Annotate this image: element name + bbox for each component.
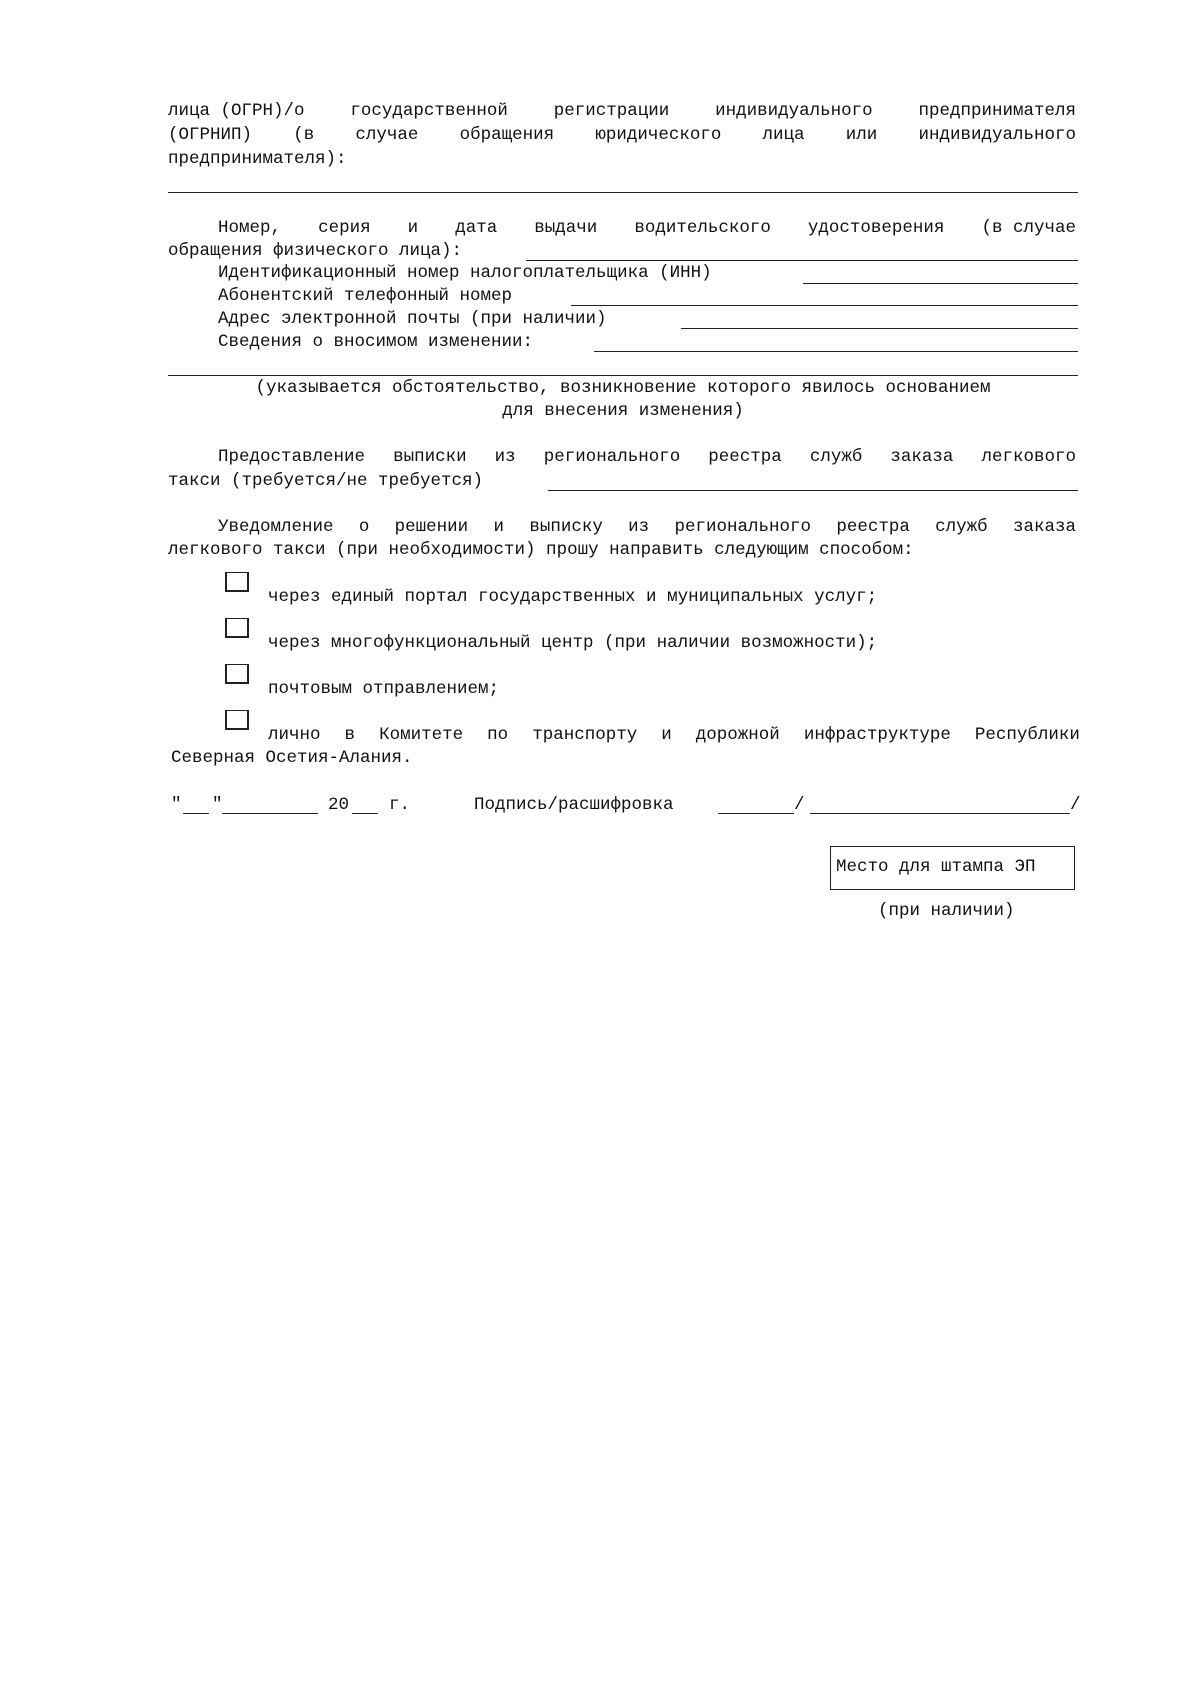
word: серия <box>318 218 371 238</box>
word: заказа <box>1012 517 1076 537</box>
signature-label: Подпись/расшифровка <box>474 795 674 815</box>
word: индивидуального <box>715 101 873 121</box>
word: лица <box>762 125 805 145</box>
change-input-line[interactable] <box>594 351 1078 352</box>
inn-input-line[interactable] <box>803 283 1078 284</box>
stamp-note: (при наличии) <box>878 901 1015 921</box>
option-portal-label: через единый портал государственных и муниципальных услуг; <box>268 587 878 607</box>
date-quote-open: " <box>171 795 182 815</box>
ogrn-input-line[interactable] <box>168 192 1078 193</box>
word: водительского <box>634 218 771 238</box>
word: (ОГРНИП) <box>168 125 253 145</box>
option-mfc-checkbox[interactable] <box>225 618 249 638</box>
phone-input-line[interactable] <box>571 305 1078 306</box>
date-day-input-line[interactable] <box>183 813 209 814</box>
word: и <box>493 517 505 537</box>
word: государственной <box>350 101 508 121</box>
option-in-person-label-cont: Северная Осетия-Алания. <box>171 748 413 768</box>
word: лично <box>268 725 321 745</box>
word: инфраструктуре <box>803 725 951 745</box>
word: из <box>494 447 516 467</box>
date-month-input-line[interactable] <box>222 813 318 814</box>
email-input-line[interactable] <box>681 328 1078 329</box>
license-line-2: обращения физического лица): <box>168 241 463 261</box>
word: выписки <box>393 447 467 467</box>
signature-input-line[interactable] <box>718 813 794 814</box>
word: регистрации <box>553 101 670 121</box>
change-note-line-1: (указывается обстоятельство, возникновение которого явилось основанием <box>255 378 991 398</box>
option-in-person-label <box>268 724 1080 747</box>
ogrn-line-2 <box>168 124 1076 147</box>
notification-line-1 <box>218 516 1076 539</box>
word: Предоставление <box>218 447 366 467</box>
date-year-suffix: г. <box>389 795 411 815</box>
change-label: Сведения о вносимом изменении: <box>218 332 534 352</box>
word: выдачи <box>534 218 598 238</box>
notification-line-2: легкового такси (при необходимости) прошу направить следующим способом: <box>168 540 914 560</box>
word: случае <box>355 125 419 145</box>
word: регионального <box>674 517 812 537</box>
change-note-line-2: для внесения изменения) <box>502 401 744 421</box>
option-portal-checkbox[interactable] <box>225 572 249 592</box>
word: (в <box>293 125 315 145</box>
option-mfc-label: через многофункциональный центр (при наличии возможности); <box>268 633 878 653</box>
word: Номер, <box>218 218 282 238</box>
ogrn-line-1 <box>168 100 1076 123</box>
word: решении <box>394 517 469 537</box>
word: обращения <box>459 125 555 145</box>
phone-label: Абонентский телефонный номер <box>218 286 513 306</box>
date-year-input-line[interactable] <box>352 813 378 814</box>
word: и <box>407 218 419 238</box>
word: служб <box>935 517 988 537</box>
word: выписку <box>529 517 603 537</box>
license-line-1 <box>218 217 1076 240</box>
word: дорожной <box>695 725 780 745</box>
extract-input-line[interactable] <box>548 490 1078 491</box>
word: транспорту <box>532 725 638 745</box>
date-quote-close: " <box>212 795 223 815</box>
word: и <box>661 725 672 745</box>
word: удостоверения <box>807 218 945 238</box>
word: дата <box>455 218 498 238</box>
word: Республики <box>974 725 1080 745</box>
word: Уведомление <box>218 517 334 537</box>
word: индивидуального <box>918 125 1076 145</box>
word: в <box>344 725 356 745</box>
change-input-line-2[interactable] <box>168 375 1078 376</box>
word: (в случае <box>981 218 1076 238</box>
stamp-label: Место для штампа ЭП <box>836 857 1036 877</box>
word: о <box>358 517 370 537</box>
word: реестра <box>708 447 782 467</box>
option-in-person-checkbox[interactable] <box>225 710 249 730</box>
ogrn-line-3: предпринимателя): <box>168 149 347 169</box>
signature-slash-1: / <box>794 795 805 815</box>
signature-slash-2: / <box>1070 795 1081 815</box>
extract-line-2: такси (требуется/не требуется) <box>168 471 484 491</box>
option-mail-checkbox[interactable] <box>225 664 249 684</box>
word: из <box>628 517 650 537</box>
extract-line-1 <box>218 446 1076 469</box>
word: лица (ОГРН)/о <box>168 101 305 121</box>
inn-label: Идентификационный номер налогоплательщика (ИНН) <box>218 263 712 283</box>
word: служб <box>809 447 863 467</box>
word: предпринимателя <box>918 101 1076 121</box>
word: по <box>487 725 509 745</box>
word: легкового <box>981 447 1076 467</box>
email-label: Адрес электронной почты (при наличии) <box>218 309 607 329</box>
word: реестра <box>836 517 910 537</box>
license-input-line[interactable] <box>526 260 1078 261</box>
signature-name-input-line[interactable] <box>810 813 1070 814</box>
date-year-prefix: 20 <box>328 795 350 815</box>
word: заказа <box>890 447 954 467</box>
word: или <box>845 125 878 145</box>
word: регионального <box>543 447 681 467</box>
option-mail-label: почтовым отправлением; <box>268 679 500 699</box>
word: Комитете <box>379 725 464 745</box>
word: юридического <box>595 125 722 145</box>
